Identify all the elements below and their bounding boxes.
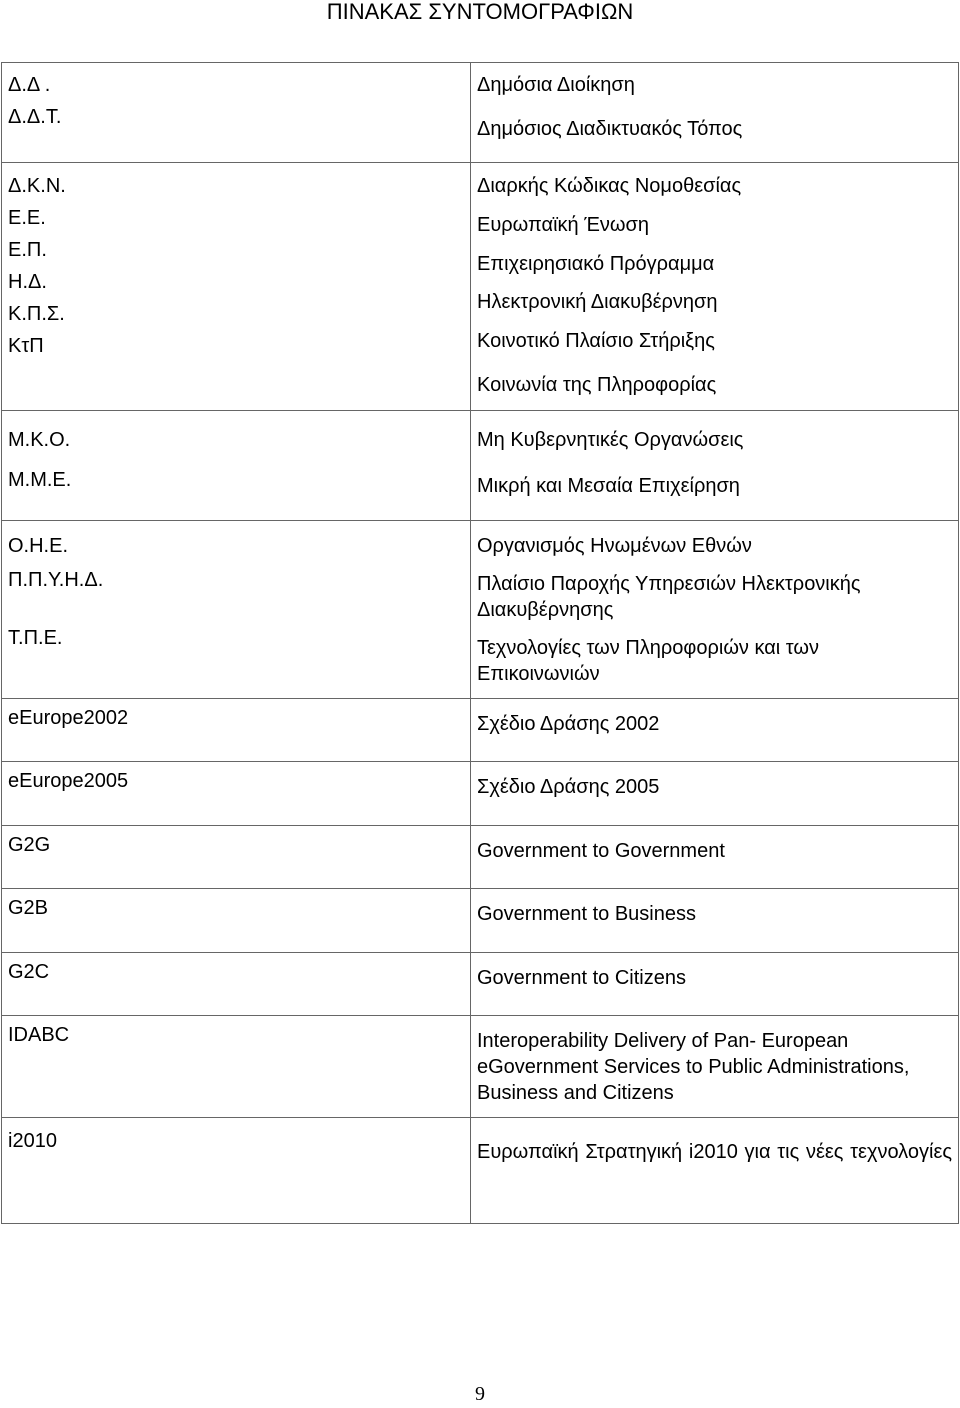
abbreviations-table — [1, 62, 959, 1224]
abbr-text: IDABC — [8, 1024, 70, 1046]
definition-text: Ηλεκτρονική Διακυβέρνηση — [477, 291, 718, 313]
definition-text: Δημόσια Διοίκηση — [477, 74, 635, 96]
abbr-text: G2B — [8, 897, 49, 919]
abbr-text: i2010 — [8, 1130, 57, 1152]
definition-cell — [471, 521, 959, 699]
abbr-text: eEurope2005 — [8, 770, 129, 792]
definition-text: Σχέδιο Δράσης 2002 — [477, 713, 660, 735]
definition-cell — [471, 1016, 959, 1118]
abbr-cell — [2, 521, 471, 699]
definition-cell — [471, 889, 959, 953]
abbr-cell — [2, 699, 471, 762]
table-row — [2, 163, 959, 411]
definition-text: Μικρή και Μεσαία Επιχείρηση — [477, 475, 740, 497]
abbr-text: G2G — [8, 834, 51, 856]
abbr-text: Ε.Ε. — [8, 207, 46, 229]
abbr-cell — [2, 762, 471, 826]
table-row — [2, 762, 959, 826]
definition-text: Σχέδιο Δράσης 2005 — [477, 776, 660, 798]
abbr-text: Μ.Μ.Ε. — [8, 469, 72, 491]
abbr-cell — [2, 63, 471, 163]
definition-text: Κοινοτικό Πλαίσιο Στήριξης — [477, 330, 715, 352]
definition-text: Government to Business — [477, 903, 696, 925]
abbr-text: Π.Π.Υ.Η.Δ. — [8, 569, 104, 591]
definition-cell — [471, 762, 959, 826]
abbr-text: Τ.Π.Ε. — [8, 627, 63, 649]
definition-text: Πλαίσιο Παροχής Υπηρεσιών Ηλεκτρονικής Διακυβέρνησης — [477, 573, 861, 621]
table-row — [2, 63, 959, 163]
abbr-text: eEurope2002 — [8, 707, 129, 729]
definition-text: Government to Government — [477, 840, 725, 862]
abbr-text: Ο.Η.Ε. — [8, 535, 69, 557]
definition-text: Οργανισμός Ηνωμένων Εθνών — [477, 535, 752, 557]
definition-text: Ευρωπαϊκή Ένωση — [477, 214, 649, 236]
table-row — [2, 889, 959, 953]
definition-cell — [471, 163, 959, 411]
definition-text: Ευρωπαϊκή Στρατηγική i2010 για τις νέες τεχνολογίες — [477, 1141, 952, 1163]
table-row — [2, 953, 959, 1016]
abbr-cell — [2, 411, 471, 521]
definition-text: Κοινωνία της Πληροφορίας — [477, 374, 717, 396]
abbr-text: ΚτΠ — [8, 335, 44, 357]
abbr-cell — [2, 163, 471, 411]
definition-cell — [471, 1118, 959, 1224]
definition-cell — [471, 826, 959, 889]
table-row — [2, 1016, 959, 1118]
definition-text: Government to Citizens — [477, 967, 686, 989]
table-row — [2, 699, 959, 762]
abbr-cell — [2, 826, 471, 889]
definition-cell — [471, 699, 959, 762]
abbr-text: Η.Δ. — [8, 271, 47, 293]
abbr-text: Δ.Κ.Ν. — [8, 175, 66, 197]
definition-cell — [471, 63, 959, 163]
definition-text: Διαρκής Κώδικας Νομοθεσίας — [477, 175, 742, 197]
abbr-text: Δ.Δ . — [8, 74, 51, 96]
table-row — [2, 521, 959, 699]
abbr-text: Κ.Π.Σ. — [8, 303, 65, 325]
definition-text: Δημόσιος Διαδικτυακός Τόπος — [477, 118, 743, 140]
abbr-text: Ε.Π. — [8, 239, 47, 261]
page-number: 9 — [475, 1383, 485, 1405]
abbr-cell — [2, 1016, 471, 1118]
table-row — [2, 411, 959, 521]
definition-text: Interoperability Delivery of Pan- European eGovernment Services to Public Administrations, Business and Citizens — [477, 1030, 910, 1104]
definition-text: Μη Κυβερνητικές Οργανώσεις — [477, 429, 744, 451]
table-row — [2, 826, 959, 889]
abbr-text: G2C — [8, 961, 50, 983]
definition-cell — [471, 411, 959, 521]
definition-cell — [471, 953, 959, 1016]
table-row — [2, 1118, 959, 1224]
abbr-text: Δ.Δ.Τ. — [8, 106, 62, 128]
abbr-cell — [2, 1118, 471, 1224]
abbr-cell — [2, 953, 471, 1016]
abbr-cell — [2, 889, 471, 953]
definition-text: Τεχνολογίες των Πληροφοριών και των Επικοινωνιών — [477, 637, 820, 685]
definition-text: Επιχειρησιακό Πρόγραμμα — [477, 253, 715, 275]
page-title: ΠΙΝΑΚΑΣ ΣΥΝΤΟΜΟΓΡΑΦΙΩΝ — [326, 0, 634, 24]
abbr-text: Μ.Κ.Ο. — [8, 429, 71, 451]
